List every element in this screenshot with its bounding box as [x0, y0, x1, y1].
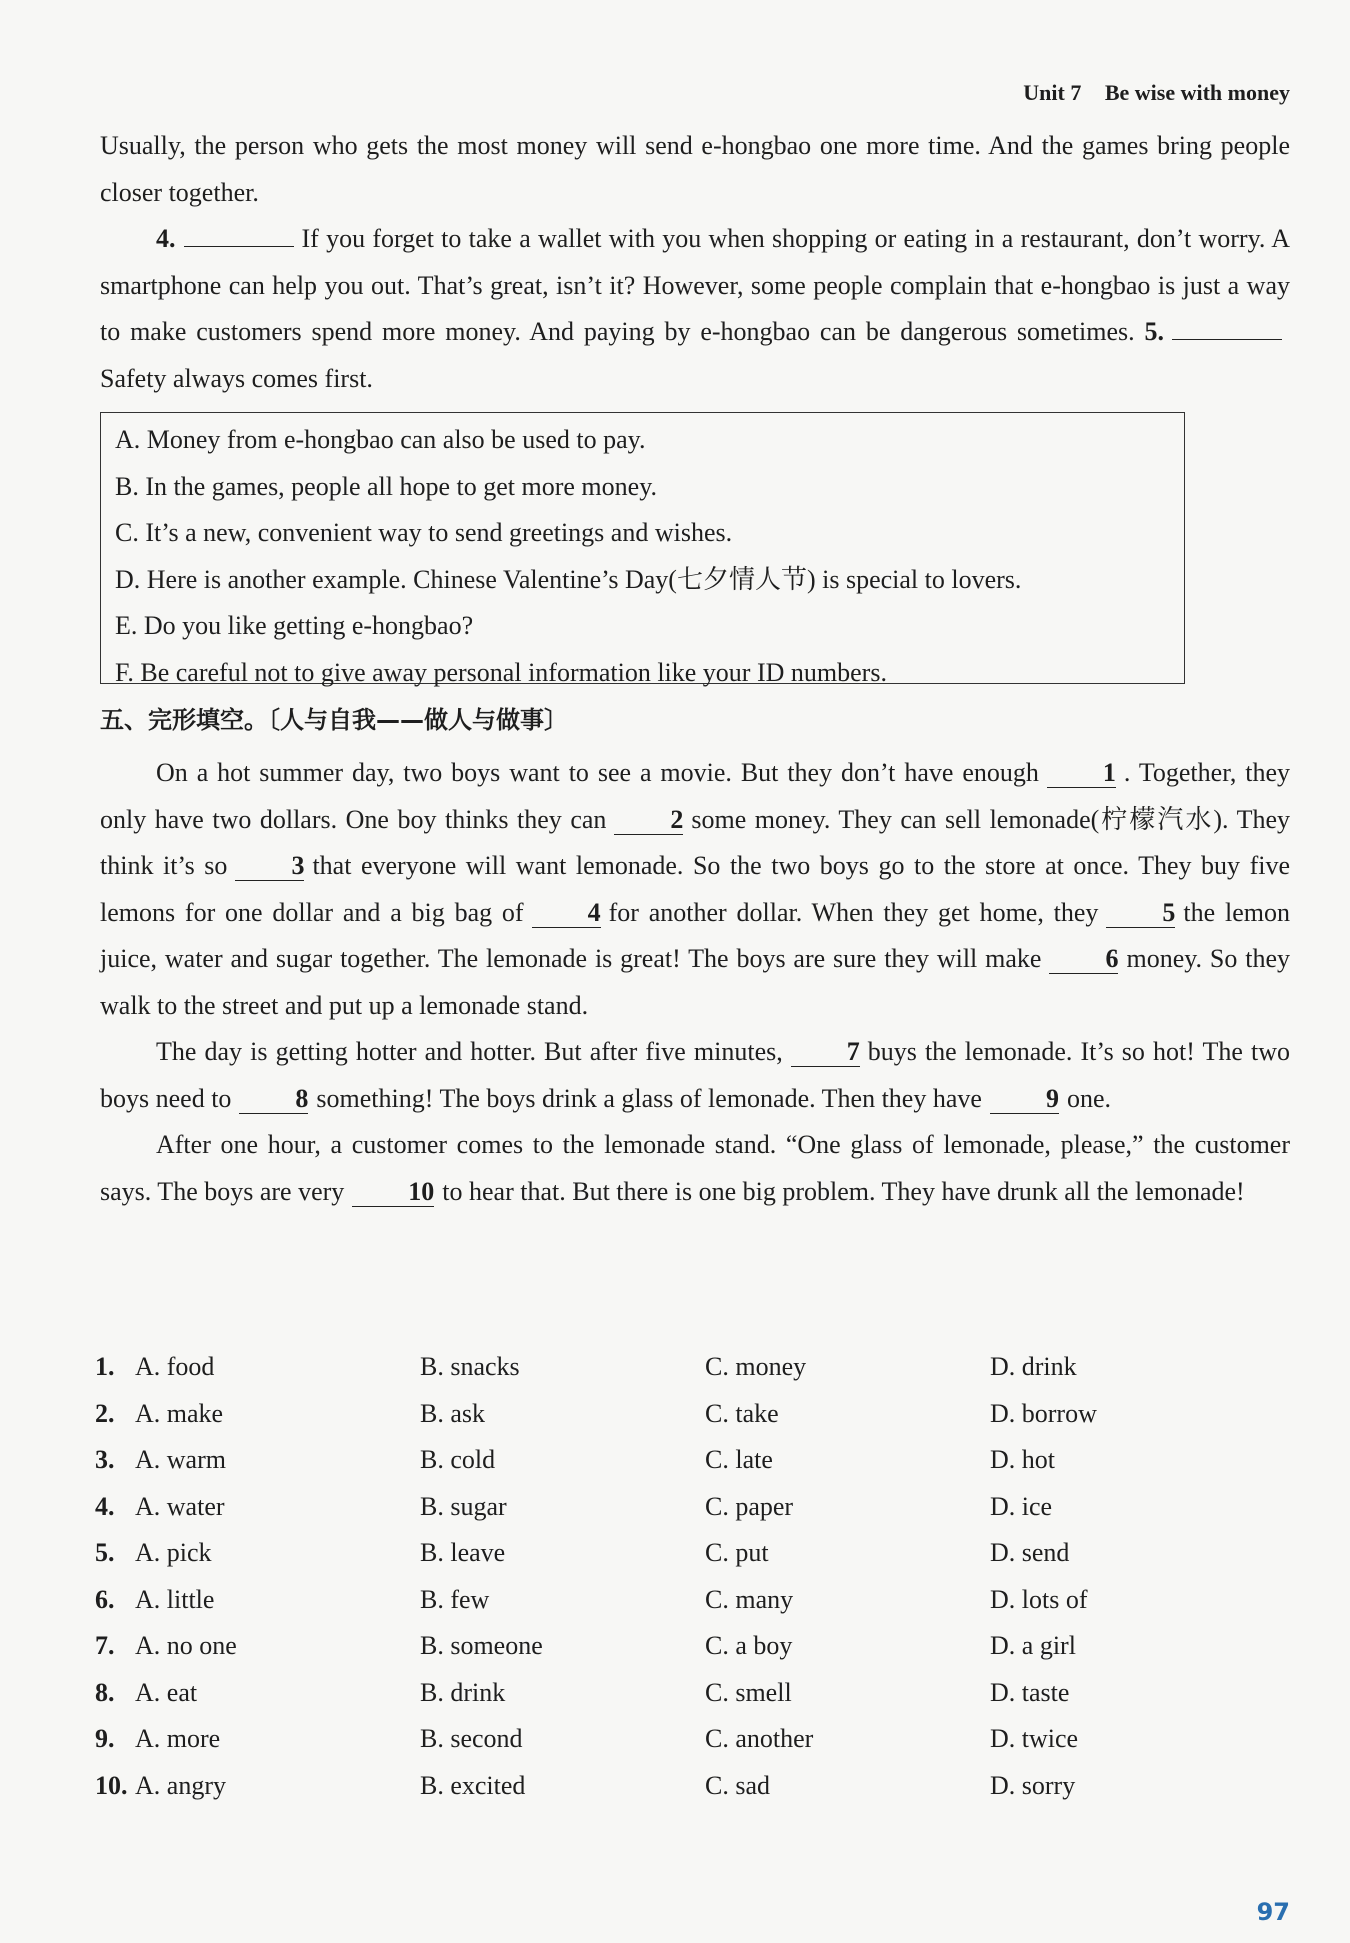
- choice-c[interactable]: C. put: [705, 1538, 769, 1567]
- options-box: [100, 412, 1185, 687]
- cloze-text: The day is getting hotter and hotter. But after five minutes,: [156, 1037, 783, 1066]
- choice-c[interactable]: C. late: [705, 1445, 773, 1474]
- reading-paragraph-2: [100, 216, 1290, 402]
- choice-c[interactable]: C. many: [705, 1584, 794, 1614]
- option-e: E. Do you like getting e-hongbao?: [115, 611, 474, 640]
- choice-a[interactable]: A. water: [135, 1491, 225, 1521]
- choice-d[interactable]: D. a girl: [990, 1631, 1076, 1660]
- page-number: 97: [1256, 1898, 1290, 1926]
- page-header: [1023, 80, 1290, 106]
- question-5-number: 5.: [1144, 317, 1165, 346]
- choice-row: [95, 1538, 1295, 1585]
- choice-row: [95, 1399, 1295, 1446]
- choice-a[interactable]: A. more: [135, 1724, 221, 1753]
- choice-b[interactable]: B. few: [420, 1584, 490, 1614]
- choice-number: 8.: [95, 1677, 115, 1707]
- choice-d[interactable]: D. twice: [990, 1724, 1079, 1753]
- choice-row: [95, 1771, 1295, 1818]
- cloze-text: money. So they walk to the street and put up a lemonade stand.: [100, 944, 1290, 1020]
- choice-row: [95, 1678, 1295, 1725]
- choice-a[interactable]: A. pick: [135, 1538, 212, 1567]
- cloze-paragraph-2: [100, 1029, 1290, 1122]
- choice-b[interactable]: B. snacks: [420, 1352, 520, 1381]
- choice-b[interactable]: B. someone: [420, 1631, 543, 1660]
- unit-title: Be wise with money: [1104, 80, 1290, 105]
- reading-paragraph-2-end: Safety always comes first.: [100, 363, 373, 393]
- choice-row: [95, 1352, 1295, 1399]
- choice-d[interactable]: D. taste: [990, 1677, 1070, 1707]
- cloze-paragraph-1: [100, 750, 1290, 1029]
- choice-number: 10.: [95, 1770, 128, 1800]
- choice-row: [95, 1492, 1295, 1539]
- cloze-blank-6[interactable]: 6: [1049, 945, 1118, 974]
- choice-b[interactable]: B. excited: [420, 1770, 526, 1800]
- cloze-text: some money. They can sell lemonade(柠檬汽水). They think it’s so: [100, 804, 1290, 880]
- cloze-blank-2[interactable]: 2: [614, 806, 683, 835]
- choice-d[interactable]: D. drink: [990, 1352, 1077, 1381]
- choice-b[interactable]: B. sugar: [420, 1491, 507, 1521]
- choice-d[interactable]: D. hot: [990, 1445, 1055, 1474]
- choice-number: 6.: [95, 1584, 115, 1614]
- choice-c[interactable]: C. a boy: [705, 1631, 793, 1660]
- choice-a[interactable]: A. warm: [135, 1445, 226, 1474]
- choice-d[interactable]: D. send: [990, 1538, 1070, 1567]
- cloze-text: to hear that. But there is one big problem. They have drunk all the lemonade!: [442, 1176, 1245, 1206]
- choice-row: [95, 1585, 1295, 1632]
- reading-paragraph-2-text: If you forget to take a wallet with you when shopping or eating in a restaurant, don’t worry. A smartphone can help you out. That’s great, isn’t it? However, some people complain that e-hongbao is just a way to make customers spend more money. And paying by e-hongbao can be dangerous sometimes.: [100, 224, 1290, 346]
- option-d: D. Here is another example. Chinese Valentine’s Day(七夕情人节) is special to lovers.: [115, 564, 1022, 594]
- cloze-blank-5[interactable]: 5: [1106, 899, 1175, 928]
- choice-a[interactable]: A. food: [135, 1352, 215, 1381]
- unit-label: Unit 7: [1023, 80, 1082, 105]
- cloze-text: something! The boys drink a glass of lemonade. Then they have: [316, 1083, 982, 1113]
- choice-b[interactable]: B. ask: [420, 1398, 485, 1428]
- answer-blank-4[interactable]: [184, 224, 294, 247]
- choice-c[interactable]: C. money: [705, 1352, 807, 1381]
- choice-a[interactable]: A. no one: [135, 1631, 237, 1660]
- reading-paragraph-1: Usually, the person who gets the most money will send e-hongbao one more time. And the games bring people closer together.: [100, 131, 1290, 207]
- cloze-blank-1[interactable]: 1: [1047, 759, 1116, 788]
- cloze-text: for another dollar. When they get home, they: [608, 897, 1099, 927]
- choice-d[interactable]: D. ice: [990, 1491, 1053, 1521]
- choice-number: 1.: [95, 1352, 115, 1381]
- choice-number: 7.: [95, 1631, 115, 1660]
- cloze-text: On a hot summer day, two boys want to see a movie. But they don’t have enough: [156, 758, 1039, 787]
- cloze-text: one.: [1066, 1083, 1111, 1113]
- cloze-text: buys the lemonade. It’s so hot! The two boys need to: [100, 1037, 1290, 1113]
- choice-d[interactable]: D. borrow: [990, 1398, 1097, 1428]
- cloze-text: After one hour, a customer comes to the lemonade stand. “One glass of lemonade, please,” the customer says. The boys are very: [100, 1130, 1290, 1206]
- choice-b[interactable]: B. leave: [420, 1538, 506, 1567]
- option-c: C. It’s a new, convenient way to send greetings and wishes.: [115, 518, 733, 547]
- choice-row: [95, 1631, 1295, 1678]
- cloze-blank-10[interactable]: 10: [352, 1178, 434, 1207]
- cloze-blank-3[interactable]: 3: [235, 852, 304, 881]
- choice-row: [95, 1724, 1295, 1771]
- choice-number: 4.: [95, 1491, 115, 1521]
- cloze-text: the lemon juice, water and sugar together. The lemonade is great! The boys are sure they will make: [100, 897, 1290, 973]
- reading-passage: [100, 123, 1290, 402]
- option-a: A. Money from e-hongbao can also be used to pay.: [115, 425, 646, 454]
- choice-a[interactable]: A. angry: [135, 1770, 226, 1800]
- choice-number: 2.: [95, 1398, 115, 1428]
- choice-b[interactable]: B. second: [420, 1724, 523, 1753]
- option-b: B. In the games, people all hope to get more money.: [115, 471, 658, 501]
- choice-c[interactable]: C. take: [705, 1398, 779, 1428]
- cloze-text: . Together, they only have two dollars. One boy thinks they can: [100, 758, 1290, 834]
- choice-b[interactable]: B. cold: [420, 1445, 496, 1474]
- choice-number: 5.: [95, 1538, 115, 1567]
- answer-blank-5[interactable]: [1172, 317, 1282, 340]
- choice-d[interactable]: D. lots of: [990, 1584, 1088, 1614]
- cloze-blank-8[interactable]: 8: [239, 1085, 308, 1114]
- choice-c[interactable]: C. another: [705, 1724, 814, 1753]
- cloze-passage: [100, 750, 1290, 1215]
- choice-b[interactable]: B. drink: [420, 1677, 506, 1707]
- option-f: F. Be careful not to give away personal information like your ID numbers.: [115, 657, 887, 687]
- cloze-blank-4[interactable]: 4: [532, 899, 601, 928]
- choice-d[interactable]: D. sorry: [990, 1770, 1076, 1800]
- cloze-blank-7[interactable]: 7: [791, 1038, 860, 1067]
- section-title: 五、完形填空。〔人与自我——做人与做事〕: [100, 706, 568, 734]
- choice-a[interactable]: A. little: [135, 1584, 215, 1614]
- choice-row: [95, 1445, 1295, 1492]
- cloze-blank-9[interactable]: 9: [990, 1085, 1059, 1114]
- cloze-paragraph-3: [100, 1122, 1290, 1215]
- cloze-text: that everyone will want lemonade. So the two boys go to the store at once. They buy five lemons for one dollar and a big bag of: [100, 851, 1290, 927]
- choice-number: 3.: [95, 1445, 115, 1474]
- choice-c[interactable]: C. sad: [705, 1770, 770, 1800]
- choice-a[interactable]: A. make: [135, 1398, 224, 1428]
- choice-c[interactable]: C. smell: [705, 1677, 792, 1707]
- answer-choices: [95, 1352, 1295, 1817]
- choice-a[interactable]: A. eat: [135, 1677, 198, 1707]
- choice-number: 9.: [95, 1724, 115, 1753]
- choice-c[interactable]: C. paper: [705, 1491, 794, 1521]
- question-4-number: 4.: [156, 224, 176, 253]
